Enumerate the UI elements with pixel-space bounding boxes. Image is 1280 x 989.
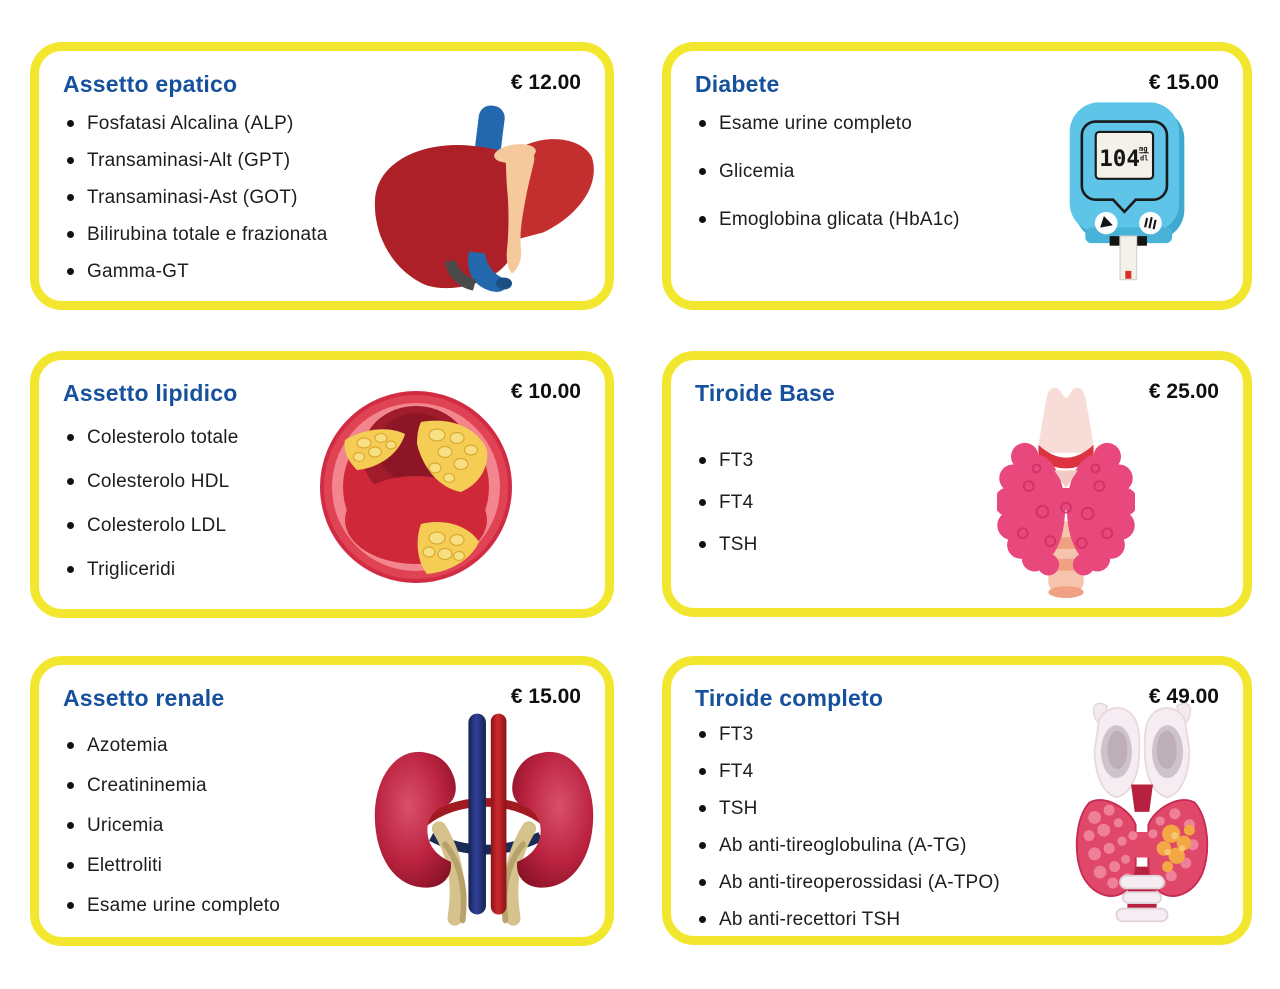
list-item: Transaminasi-Ast (GOT)	[63, 186, 443, 209]
list-item: Trigliceridi	[63, 558, 443, 581]
card-header	[63, 685, 581, 712]
list-item: Azotemia	[63, 734, 443, 757]
glucometer-unit-bottom: dl	[1140, 154, 1149, 163]
card-price: € 49.00	[1148, 685, 1219, 708]
list-item: Ab anti-recettori TSH	[695, 908, 1075, 931]
list-item: Emoglobina glicata (HbA1c)	[695, 208, 1075, 231]
card-title: Tiroide Base	[695, 380, 836, 406]
list-item: FT4	[695, 491, 1075, 514]
list-item: Esame urine completo	[695, 112, 1075, 135]
thyroid-larynx-illustration	[1069, 697, 1215, 925]
card-price: € 15.00	[510, 685, 581, 708]
card-diabete	[662, 42, 1252, 310]
card-title: Assetto epatico	[63, 71, 238, 97]
card-assetto-lipidico	[30, 351, 614, 618]
test-list	[63, 112, 443, 283]
list-item: Esame urine completo	[63, 894, 443, 917]
card-title: Assetto lipidico	[63, 380, 238, 406]
glucometer-reading: 104	[1099, 145, 1140, 172]
test-list	[695, 723, 1075, 931]
test-list	[695, 112, 1075, 231]
card-tiroide-completo	[662, 656, 1252, 945]
list-item: Colesterolo LDL	[63, 514, 443, 537]
card-assetto-epatico	[30, 42, 614, 310]
list-item: TSH	[695, 533, 1075, 556]
list-item: Colesterolo HDL	[63, 470, 443, 493]
glucometer-illustration	[1061, 87, 1193, 295]
list-item: Ab anti-tireoglobulina (A-TG)	[695, 834, 1075, 857]
glucometer-icon	[1061, 87, 1193, 295]
test-list	[63, 426, 443, 581]
thyroid-larynx-icon	[1069, 697, 1215, 925]
list-item: Creatininemia	[63, 774, 443, 797]
card-title: Assetto renale	[63, 685, 225, 711]
card-price: € 12.00	[510, 71, 581, 94]
card-assetto-renale	[30, 656, 614, 946]
card-title: Diabete	[695, 71, 780, 97]
card-header	[63, 380, 581, 407]
list-item: FT3	[695, 723, 1075, 746]
card-price: € 25.00	[1148, 380, 1219, 403]
list-item: FT4	[695, 760, 1075, 783]
list-item: Ab anti-tireoperossidasi (A-TPO)	[695, 871, 1075, 894]
test-list	[695, 449, 1075, 556]
card-title: Tiroide completo	[695, 685, 884, 711]
list-item: Transaminasi-Alt (GPT)	[63, 149, 443, 172]
list-item: Glicemia	[695, 160, 1075, 183]
card-price: € 10.00	[510, 380, 581, 403]
list-item: Bilirubina totale e frazionata	[63, 223, 443, 246]
card-header	[695, 71, 1219, 98]
card-price: € 15.00	[1148, 71, 1219, 94]
list-item: FT3	[695, 449, 1075, 472]
card-header	[695, 380, 1219, 407]
list-item: TSH	[695, 797, 1075, 820]
list-item: Fosfatasi Alcalina (ALP)	[63, 112, 443, 135]
list-item: Uricemia	[63, 814, 443, 837]
card-tiroide-base	[662, 351, 1252, 617]
list-item: Gamma-GT	[63, 260, 443, 283]
test-list	[63, 734, 443, 917]
list-item: Elettroliti	[63, 854, 443, 877]
glucometer-unit-top: mg	[1139, 145, 1148, 154]
list-item: Colesterolo totale	[63, 426, 443, 449]
card-header	[695, 685, 1219, 712]
card-header	[63, 71, 581, 98]
